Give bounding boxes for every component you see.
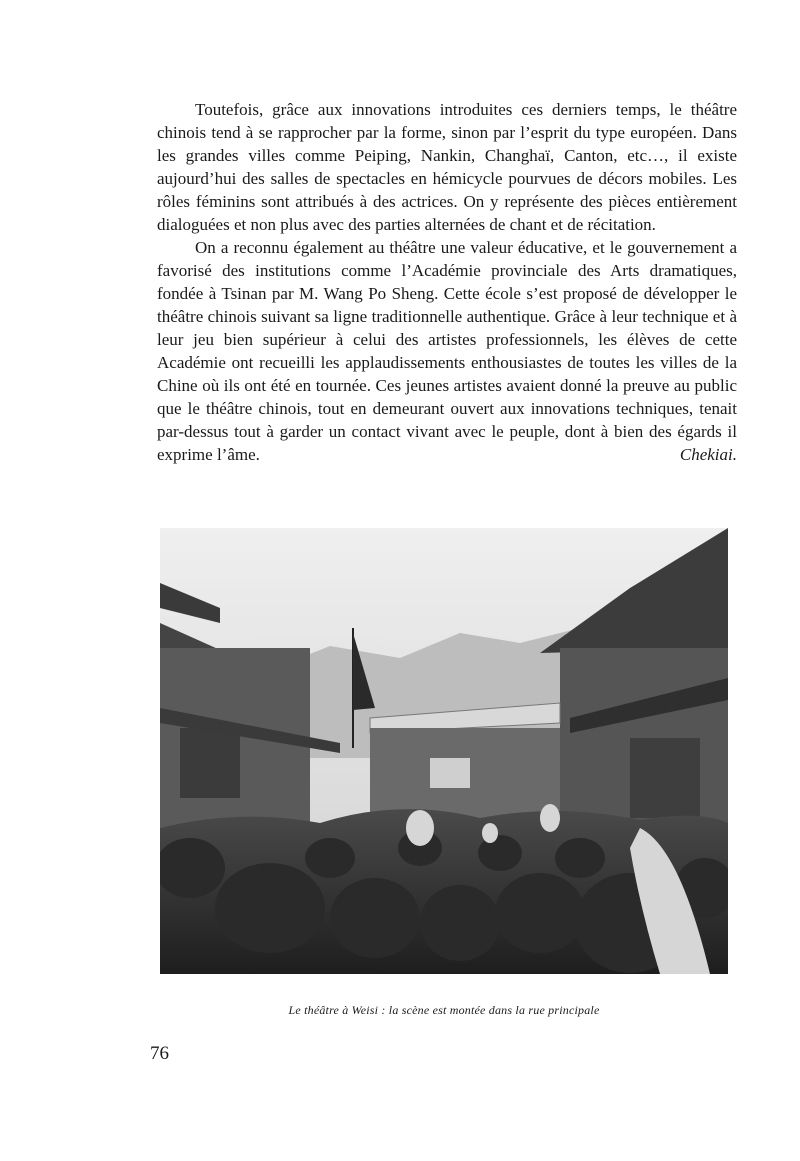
author-signature: Chekiai. [679,445,737,464]
page-number: 76 [150,1043,169,1064]
right-doorway [630,738,700,818]
stage-banner [430,758,470,788]
photo-caption: Le théâtre à Weisi : la scène est montée dans la rue principale [288,1003,600,1017]
body-text [157,98,737,466]
paragraph: Toutefois, grâce aux innovations introduites ces derniers temps, le théâtre chinois tend à se rapprocher par la forme, sinon par l’esprit du type européen. Dans les grandes villes comme Peiping, Nankin, Changhaï, Canton, etc…, il existe aujourd’hui des salles de spectacles en hémicycle pourvues de décors mobiles. Les rôles féminins sont attribués à des actrices. On y représente des pièces entièrement dialoguées et non plus avec des parties alternées de chant et de récitation. [157,100,737,234]
paragraph [157,236,737,466]
street-theatre-photo [160,528,728,974]
paragraph-text: On a reconnu également au théâtre une valeur éducative, et le gouvernement a favorisé des institutions comme l’Académie provinciale des Arts dramatiques, fondée à Tsinan par M. Wang Po Sheng. Cette école s’est proposé de développer le théâtre chinois suivant sa ligne traditionnelle authentique. Grâce à leur technique et à leur jeu bien supérieur à celui des artistes professionnels, les élèves de cette Académie ont recueilli les applaudissements enthousiastes de toutes les villes de la Chine où ils ont été en tournée. Ces jeunes artistes avaient donné la preuve au public que le théâtre chinois, tout en demeurant ouvert aux innovations techniques, tenait par-dessus tout à garder un contact vivant avec le peuple, dont à bien des égards il exprime l’âme. [157,238,737,464]
left-doorway [180,728,240,798]
